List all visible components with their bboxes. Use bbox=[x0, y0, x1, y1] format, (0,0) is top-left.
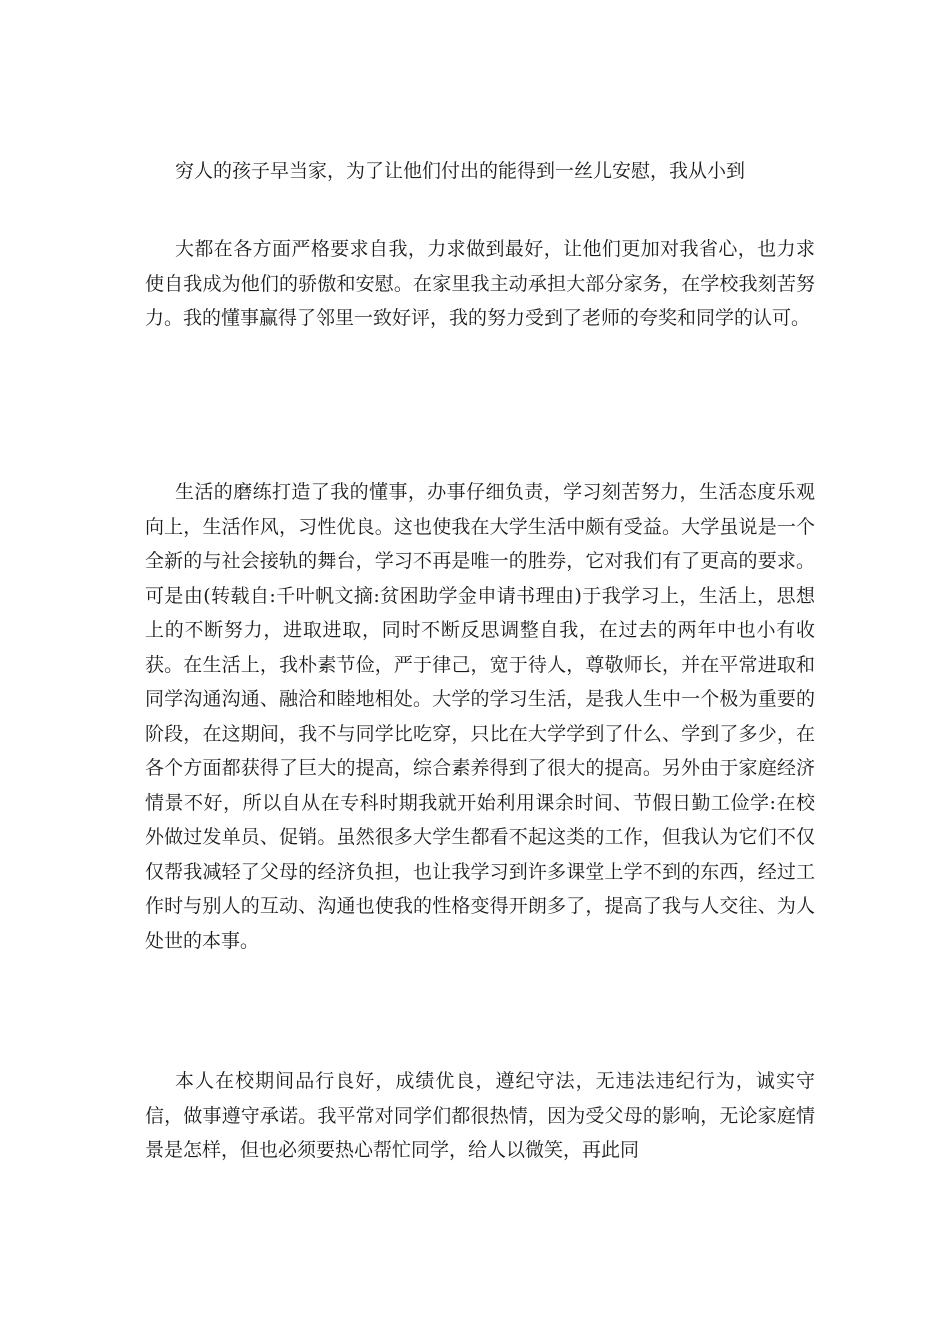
paragraph-4: 本人在校期间品行良好，成绩优良，遵纪守法，无违法违纪行为，诚实守信，做事遵守承诺。我平常对同学们都很热情，因为受父母的影响，无论家庭情景是怎样，但也必须要热心帮忙同学，给人以微笑，再此同 bbox=[145, 1070, 815, 1161]
paragraph-2: 大都在各方面严格要求自我，力求做到最好，让他们更加对我省心，也力求使自我成为他们的骄傲和安慰。在家里我主动承担大部分家务，在学校我刻苦努力。我的懂事赢得了邻里一致好评，我的努力受到了老师的夸奖和同学的认可。 bbox=[145, 238, 815, 329]
paragraph-1: 穷人的孩子早当家，为了让他们付出的能得到一丝儿安慰，我从小到 bbox=[175, 160, 746, 182]
paragraph-3: 生活的磨练打造了我的懂事，办事仔细负责，学习刻苦努力，生活态度乐观向上，生活作风，习性优良。这也使我在大学生活中颇有受益。大学虽说是一个全新的与社会接轨的舞台，学习不再是唯一的胜券，它对我们有了更高的要求。可是由(转载自:千叶帆文摘:贫困助学金申请书理由)于我学习上，生活上，思想上的不断努力，进取进取，同时不断反思调整自我，在过去的两年中也小有收获。在生活上，我朴素节俭，严于律己，宽于待人，尊敬师长，并在平常进取和同学沟通沟通、融洽和睦地相处。大学的学习生活，是我人生中一个极为重要的阶段，在这期间，我不与同学比吃穿，只比在大学学到了什么、学到了多少，在各个方面都获得了巨大的提高，综合素养得到了很大的提高。另外由于家庭经济情景不好，所以自从在专科时期我就开始利用课余时间、节假日勤工俭学:在校外做过发单员、促销。虽然很多大学生都看不起这类的工作，但我认为它们不仅仅帮我减轻了父母的经济负担，也让我学习到许多课堂上学不到的东西，经过工作时与别人的互动、沟通也使我的性格变得开朗多了，提高了我与人交往、为人处世的本事。 bbox=[145, 481, 815, 952]
